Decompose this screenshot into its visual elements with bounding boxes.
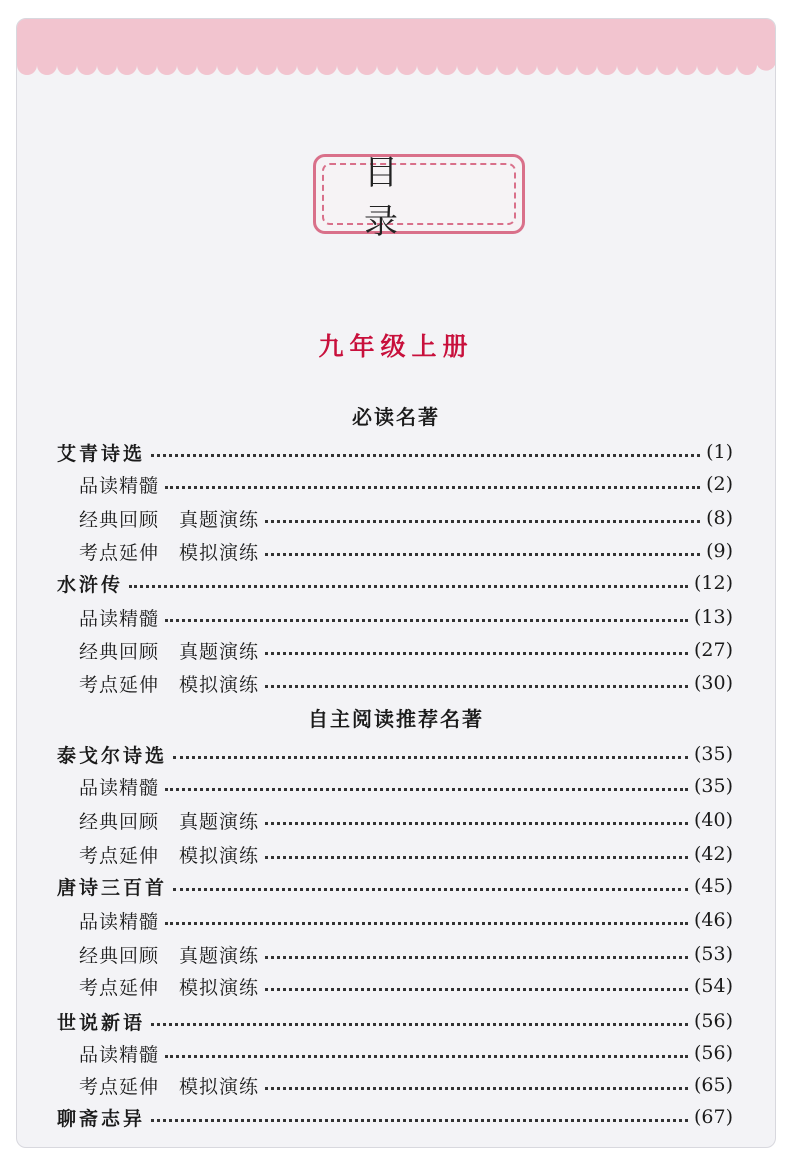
toc-entry[interactable] [57, 871, 733, 901]
title-frame-inner [322, 153, 516, 242]
toc-page-number: (54) [693, 975, 733, 997]
dot-leader [165, 486, 700, 489]
toc-page-number: (42) [693, 843, 733, 865]
dot-leader [165, 1055, 688, 1058]
toc-entry-label: 考点延伸 模拟演练 [79, 673, 260, 696]
toc-entry-label: 品读精髓 [79, 910, 160, 933]
title-frame [313, 153, 525, 242]
toc-subentry[interactable] [79, 1070, 733, 1100]
toc-subentry[interactable] [79, 905, 733, 935]
toc-entry-label: 水浒传 [57, 573, 124, 596]
toc-entry[interactable] [57, 1102, 733, 1132]
dot-leader [265, 1087, 688, 1090]
toc-page-number: (27) [693, 639, 733, 661]
toc-entry-label: 经典回顾 真题演练 [79, 810, 260, 833]
dot-leader [265, 822, 688, 825]
toc-page-number: (2) [706, 473, 733, 495]
toc-page-number: (35) [693, 743, 733, 765]
toc-entry-label: 世说新语 [57, 1011, 146, 1034]
toc-page-number: (35) [693, 775, 733, 797]
toc-entry-label: 泰戈尔诗选 [57, 744, 168, 767]
dot-leader [265, 956, 688, 959]
toc-page-number: (46) [693, 909, 733, 931]
toc-page-number: (1) [706, 441, 733, 463]
book-page [16, 18, 776, 1148]
toc-subentry[interactable] [79, 602, 733, 632]
toc-entry[interactable] [57, 739, 733, 769]
toc-entry-label: 艾青诗选 [57, 442, 146, 465]
toc-entry-label: 考点延伸 模拟演练 [79, 844, 260, 867]
toc-subentry[interactable] [79, 635, 733, 665]
dot-leader [165, 788, 688, 791]
toc-entry-label: 经典回顾 真题演练 [79, 944, 260, 967]
toc-page-number: (67) [693, 1106, 733, 1128]
toc-page-number: (56) [693, 1010, 733, 1032]
toc-subentry[interactable] [79, 668, 733, 698]
toc-subentry[interactable] [79, 939, 733, 969]
toc-entry-label: 品读精髓 [79, 776, 160, 799]
page-title: 目 录 [364, 153, 438, 242]
toc-subentry[interactable] [79, 971, 733, 1001]
dot-leader [151, 1023, 688, 1026]
toc-subentry[interactable] [79, 1038, 733, 1068]
toc-page-number: (8) [706, 507, 733, 529]
dot-leader [165, 922, 688, 925]
toc-page-number: (12) [693, 572, 733, 594]
toc-entry-label: 唐诗三百首 [57, 876, 168, 899]
toc-entry-label: 考点延伸 模拟演练 [79, 541, 260, 564]
toc-subentry[interactable] [79, 469, 733, 499]
toc-page-number: (13) [693, 606, 733, 628]
toc-page-number: (9) [706, 540, 733, 562]
toc-subentry[interactable] [79, 503, 733, 533]
section-heading: 自主阅读推荐名著 [308, 707, 484, 731]
toc-subentry[interactable] [79, 536, 733, 566]
toc-entry-label: 品读精髓 [79, 607, 160, 630]
toc-subentry[interactable] [79, 771, 733, 801]
dot-leader [173, 756, 688, 759]
dot-leader [265, 988, 688, 991]
dot-leader [265, 553, 700, 556]
toc-entry-label: 经典回顾 真题演练 [79, 640, 260, 663]
toc-subentry[interactable] [79, 839, 733, 869]
scalloped-banner [17, 19, 775, 81]
toc-page-number: (40) [693, 809, 733, 831]
toc-entry-label: 品读精髓 [79, 1043, 160, 1066]
dot-leader [151, 1119, 688, 1122]
dot-leader [265, 856, 688, 859]
dot-leader [265, 652, 688, 655]
toc-page-number: (53) [693, 943, 733, 965]
dot-leader [173, 888, 688, 891]
toc-entry[interactable] [57, 568, 733, 598]
toc-entry-label: 品读精髓 [79, 474, 160, 497]
toc-page-number: (45) [693, 875, 733, 897]
toc-subentry[interactable] [79, 805, 733, 835]
dot-leader [265, 520, 700, 523]
dot-leader [265, 685, 688, 688]
grade-heading: 九年级上册 [318, 332, 474, 361]
toc-page-number: (56) [693, 1042, 733, 1064]
toc-entry[interactable] [57, 437, 733, 467]
toc-entry-label: 考点延伸 模拟演练 [79, 1075, 260, 1098]
toc-page-number: (65) [693, 1074, 733, 1096]
toc-entry-label: 经典回顾 真题演练 [79, 508, 260, 531]
section-heading: 必读名著 [352, 405, 440, 429]
toc-entry[interactable] [57, 1006, 733, 1036]
dot-leader [151, 454, 700, 457]
toc-entry-label: 考点延伸 模拟演练 [79, 976, 260, 999]
dot-leader [129, 585, 688, 588]
toc-page-number: (30) [693, 672, 733, 694]
dot-leader [165, 619, 688, 622]
toc-entry-label: 聊斋志异 [57, 1107, 146, 1130]
